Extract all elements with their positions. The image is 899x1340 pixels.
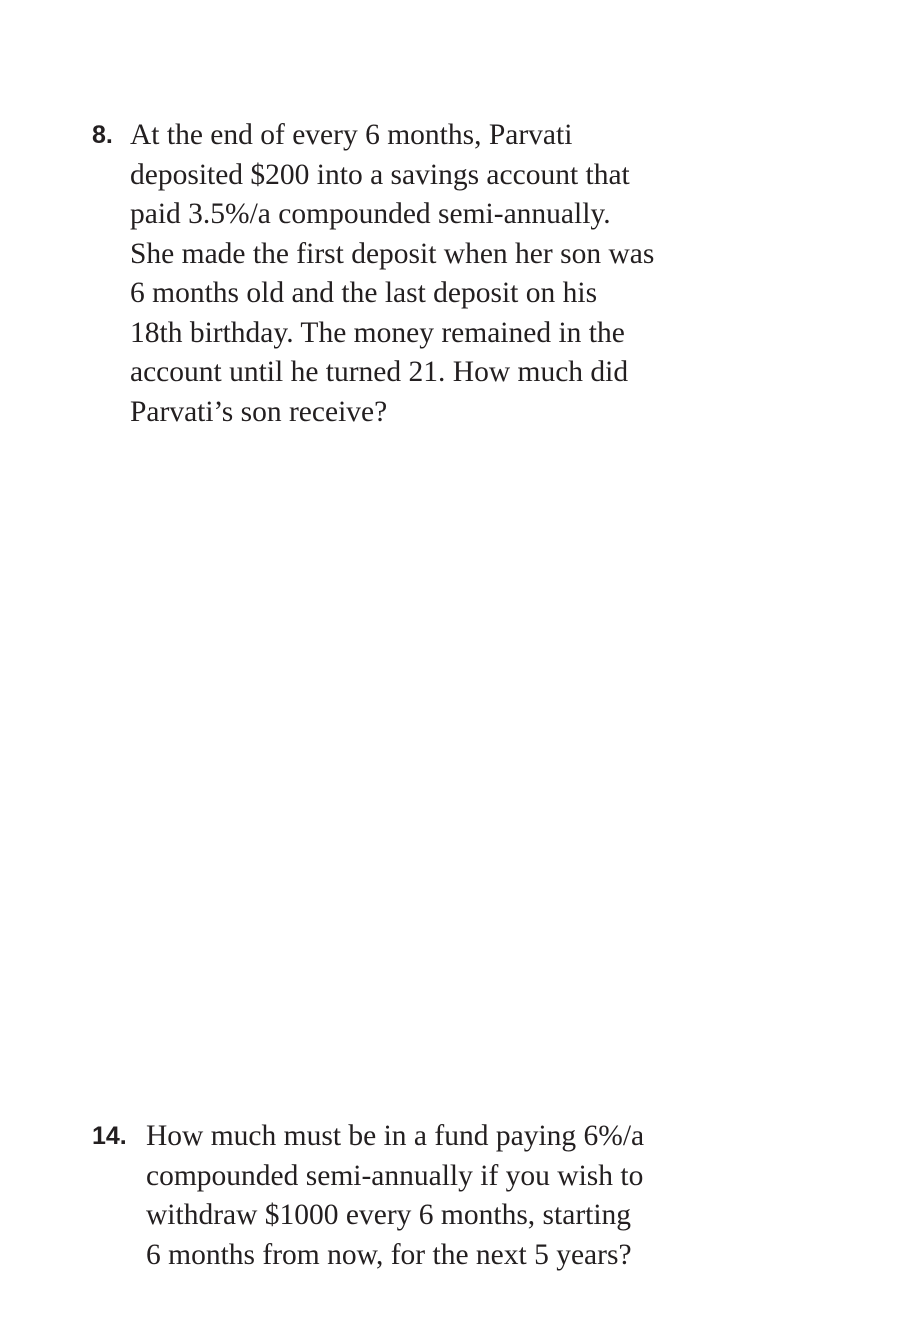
- problem-text-line: withdraw $1000 every 6 months, starting: [146, 1199, 632, 1231]
- problem-text-line: 6 months from now, for the next 5 years?: [146, 1238, 632, 1271]
- problem-text-line: compounded semi-annually if you wish to: [146, 1159, 644, 1192]
- problem-text-line: At the end of every 6 months, Parvati: [130, 119, 573, 151]
- problem-text-line: Parvati’s son receive?: [130, 395, 388, 428]
- problem-text-line: account until he turned 21. How much did: [130, 356, 629, 388]
- problem-text-line: paid 3.5%/a compounded semi-annually.: [130, 198, 611, 230]
- problem-text-line: 6 months old and the last deposit on his: [130, 277, 598, 309]
- problem-text: [146, 1117, 644, 1275]
- problem-text-line: She made the first deposit when her son was: [130, 237, 655, 270]
- problem-text-line: deposited $200 into a savings account that: [130, 158, 630, 191]
- problem-text-line: 18th birthday. The money remained in the: [130, 316, 625, 349]
- problem-text-line: How much must be in a fund paying 6%/a: [146, 1120, 645, 1152]
- problem-text: [130, 116, 654, 432]
- problem-number: 14.: [92, 1122, 127, 1150]
- problem-14: [92, 1117, 732, 1275]
- problem-number: 8.: [92, 121, 113, 149]
- problem-8: [92, 116, 732, 432]
